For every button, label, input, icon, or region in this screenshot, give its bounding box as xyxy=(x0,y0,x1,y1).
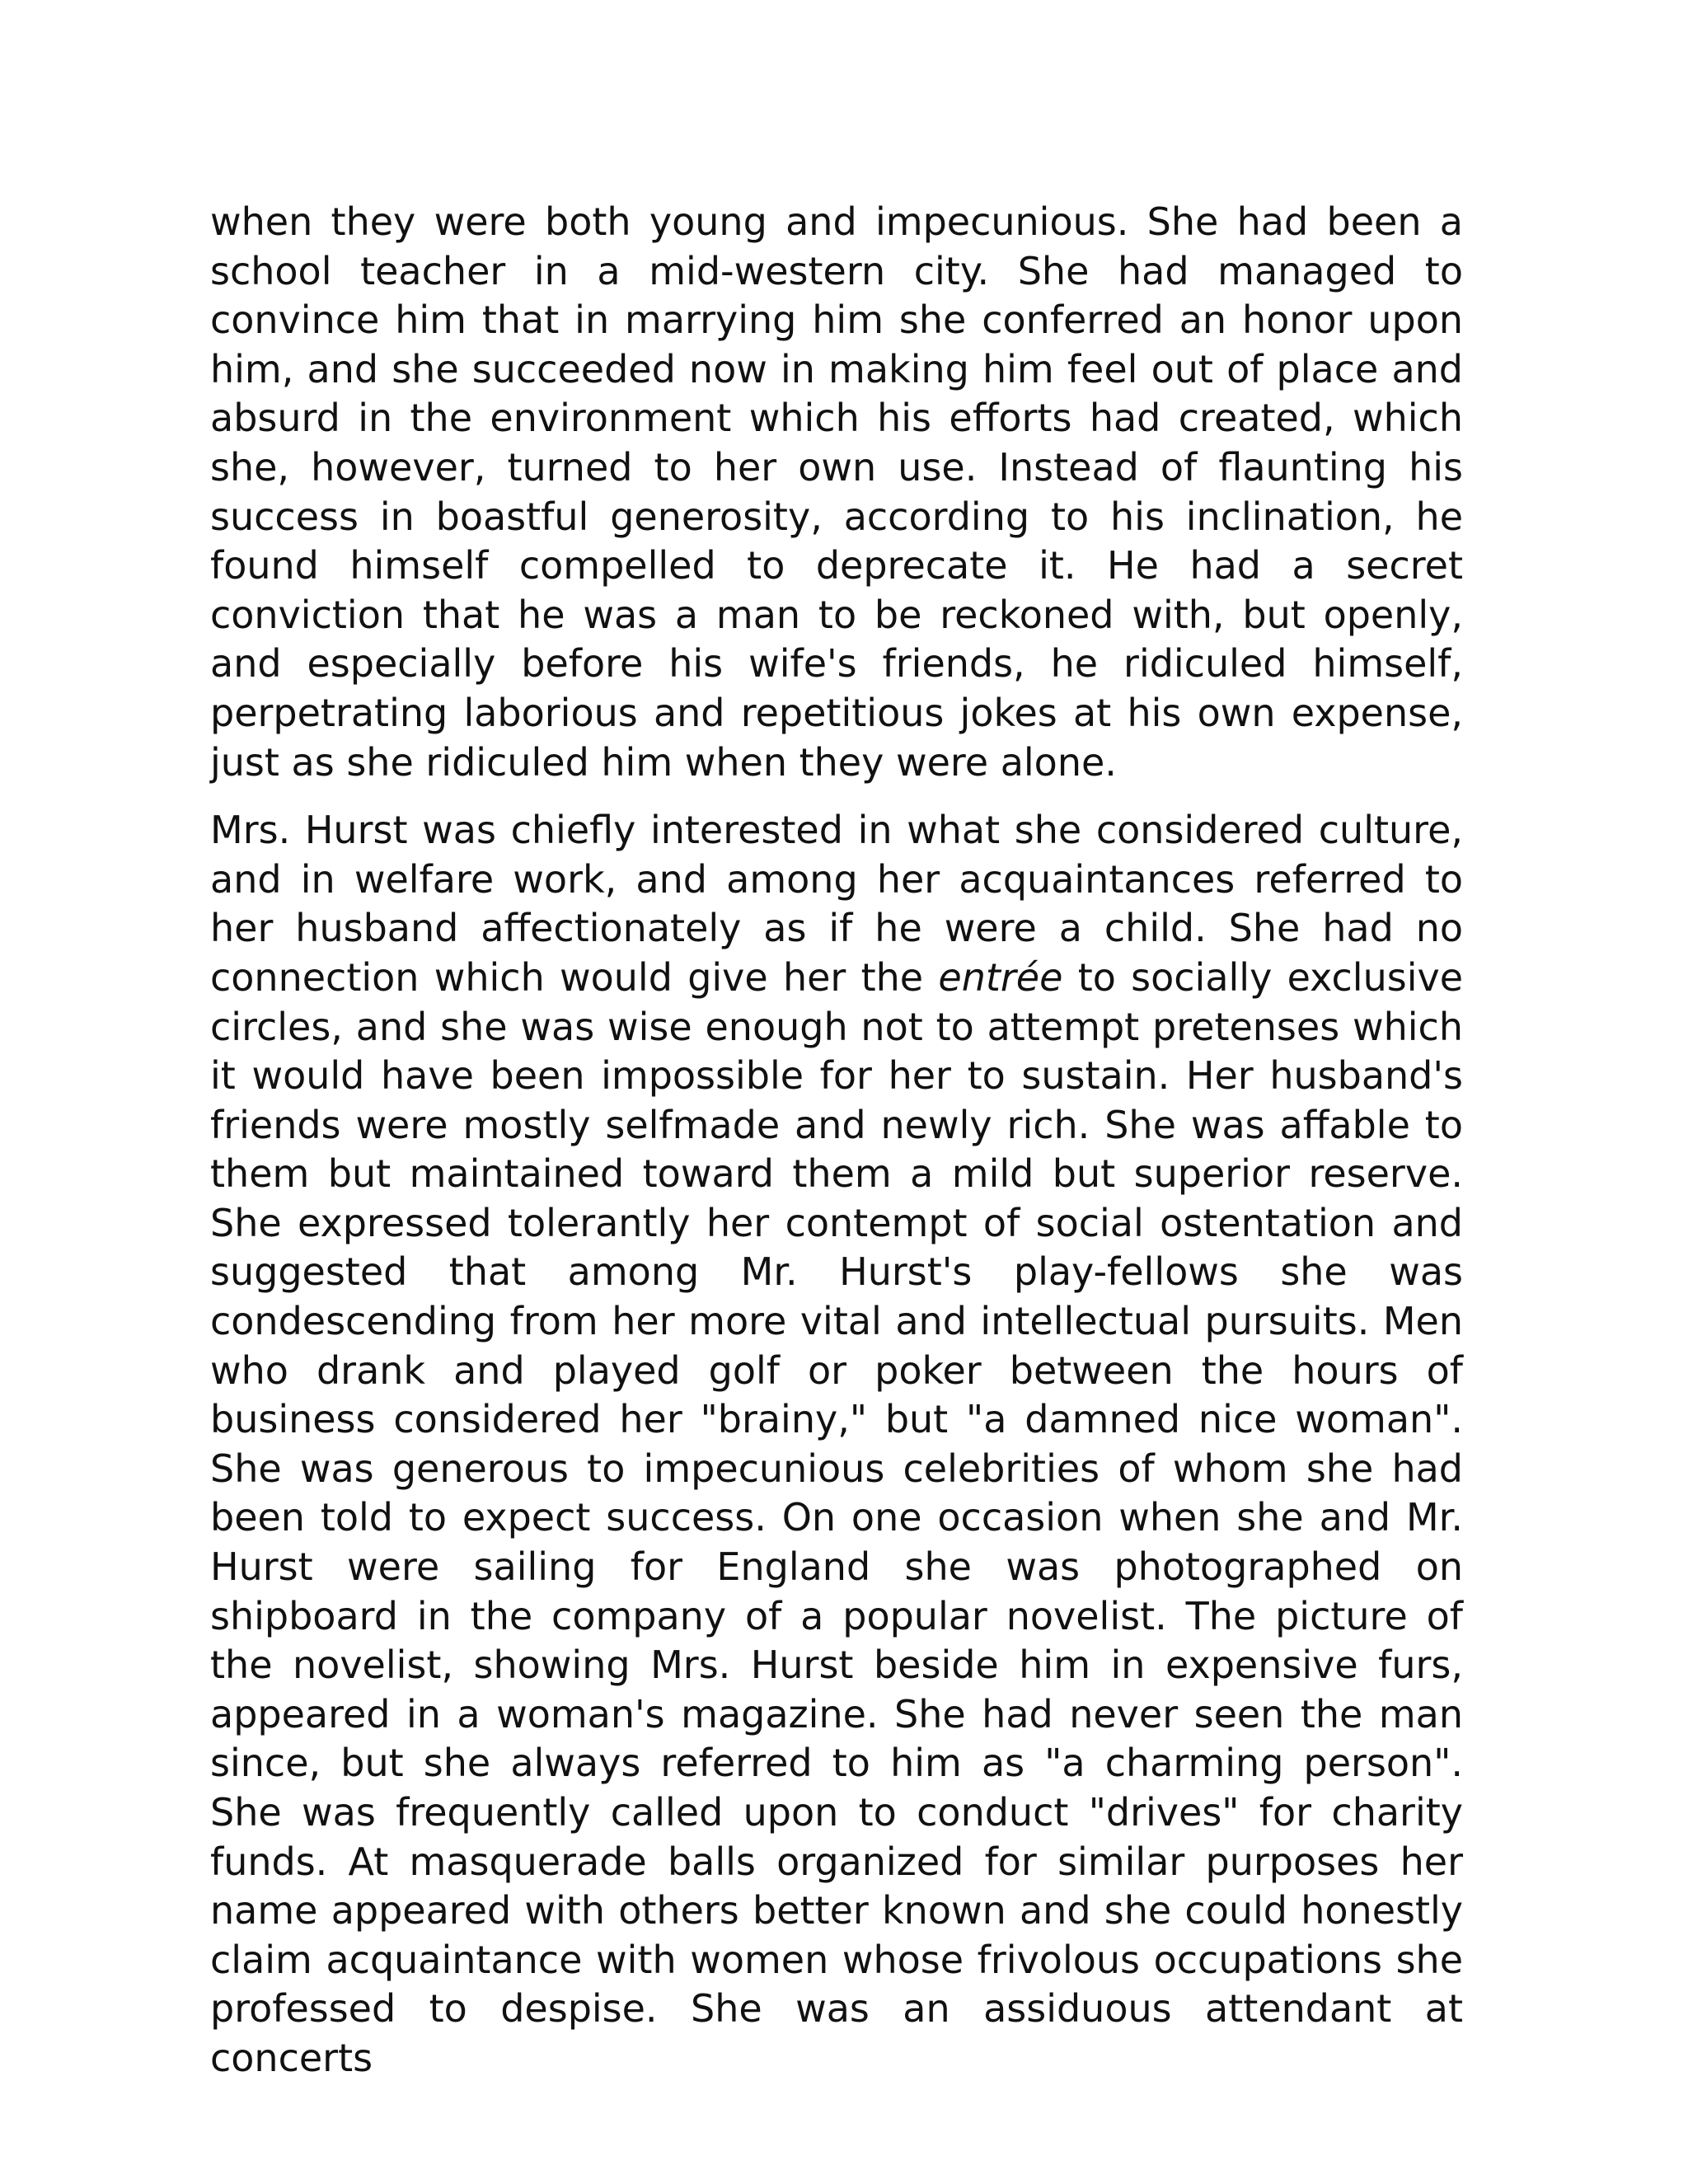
paragraph-1-text: when they were both young and impecunious. She had been a school teacher in a mid-western city. She had managed to convince him that in marrying him she conferred an honor upon him, and she succeeded now in making him feel out of place and absurd in the environment which his efforts had created, which she, however, turned to her own use. Instead of flaunting his success in boastful generosity, according to his inclination, he found himself compelled to deprecate it. He had a secret conviction that he was a man to be reckoned with, but openly, and especially before his wife's friends, he ridiculed himself, perpetrating laborious and repetitious jokes at his own expense, just as she ridiculed him when they were alone. xyxy=(210,199,1463,785)
italic-word-entree: entrée xyxy=(938,954,1063,1000)
paragraph-1 xyxy=(210,198,1463,787)
document-page xyxy=(210,198,1463,2083)
paragraph-2 xyxy=(210,806,1463,2083)
paragraph-2-text-start: Mrs. Hurst was chiefly interested in what she considered culture, and in welfare work, and among her acquaintances referred to her husband affectionately as if he were a child. She had no connection which would give her the xyxy=(210,808,1463,1000)
paragraph-2-text-end: to socially exclusive circles, and she was wise enough not to attempt pretenses which it would have been impossible for her to sustain. Her husband's friends were mostly selfmade and newly rich. She was affable to them but maintained toward them a mild but superior reserve. She expressed tolerantly her contempt of social ostentation and suggested that among Mr. Hurst's play-fellows she was condescending from her more vital and intellectual pursuits. Men who drank and played golf or poker between the hours of business considered her "brainy," but "a damned nice woman". She was generous to impecunious celebrities of whom she had been told to expect success. On one occasion when she and Mr. Hurst were sailing for England she was photographed on shipboard in the company of a popular novelist. The picture of the novelist, showing Mrs. Hurst beside him in expensive furs, appeared in a woman's magazine. She had never seen the man since, but she always referred to him as "a charming person". She was frequently called upon to conduct "drives" for charity funds. At masquerade balls organized for similar purposes her name appeared with others better known and she could honestly claim acquaintance with women whose frivolous occupations she professed to despise. She was an assiduous attendant at concerts xyxy=(210,954,1463,2080)
